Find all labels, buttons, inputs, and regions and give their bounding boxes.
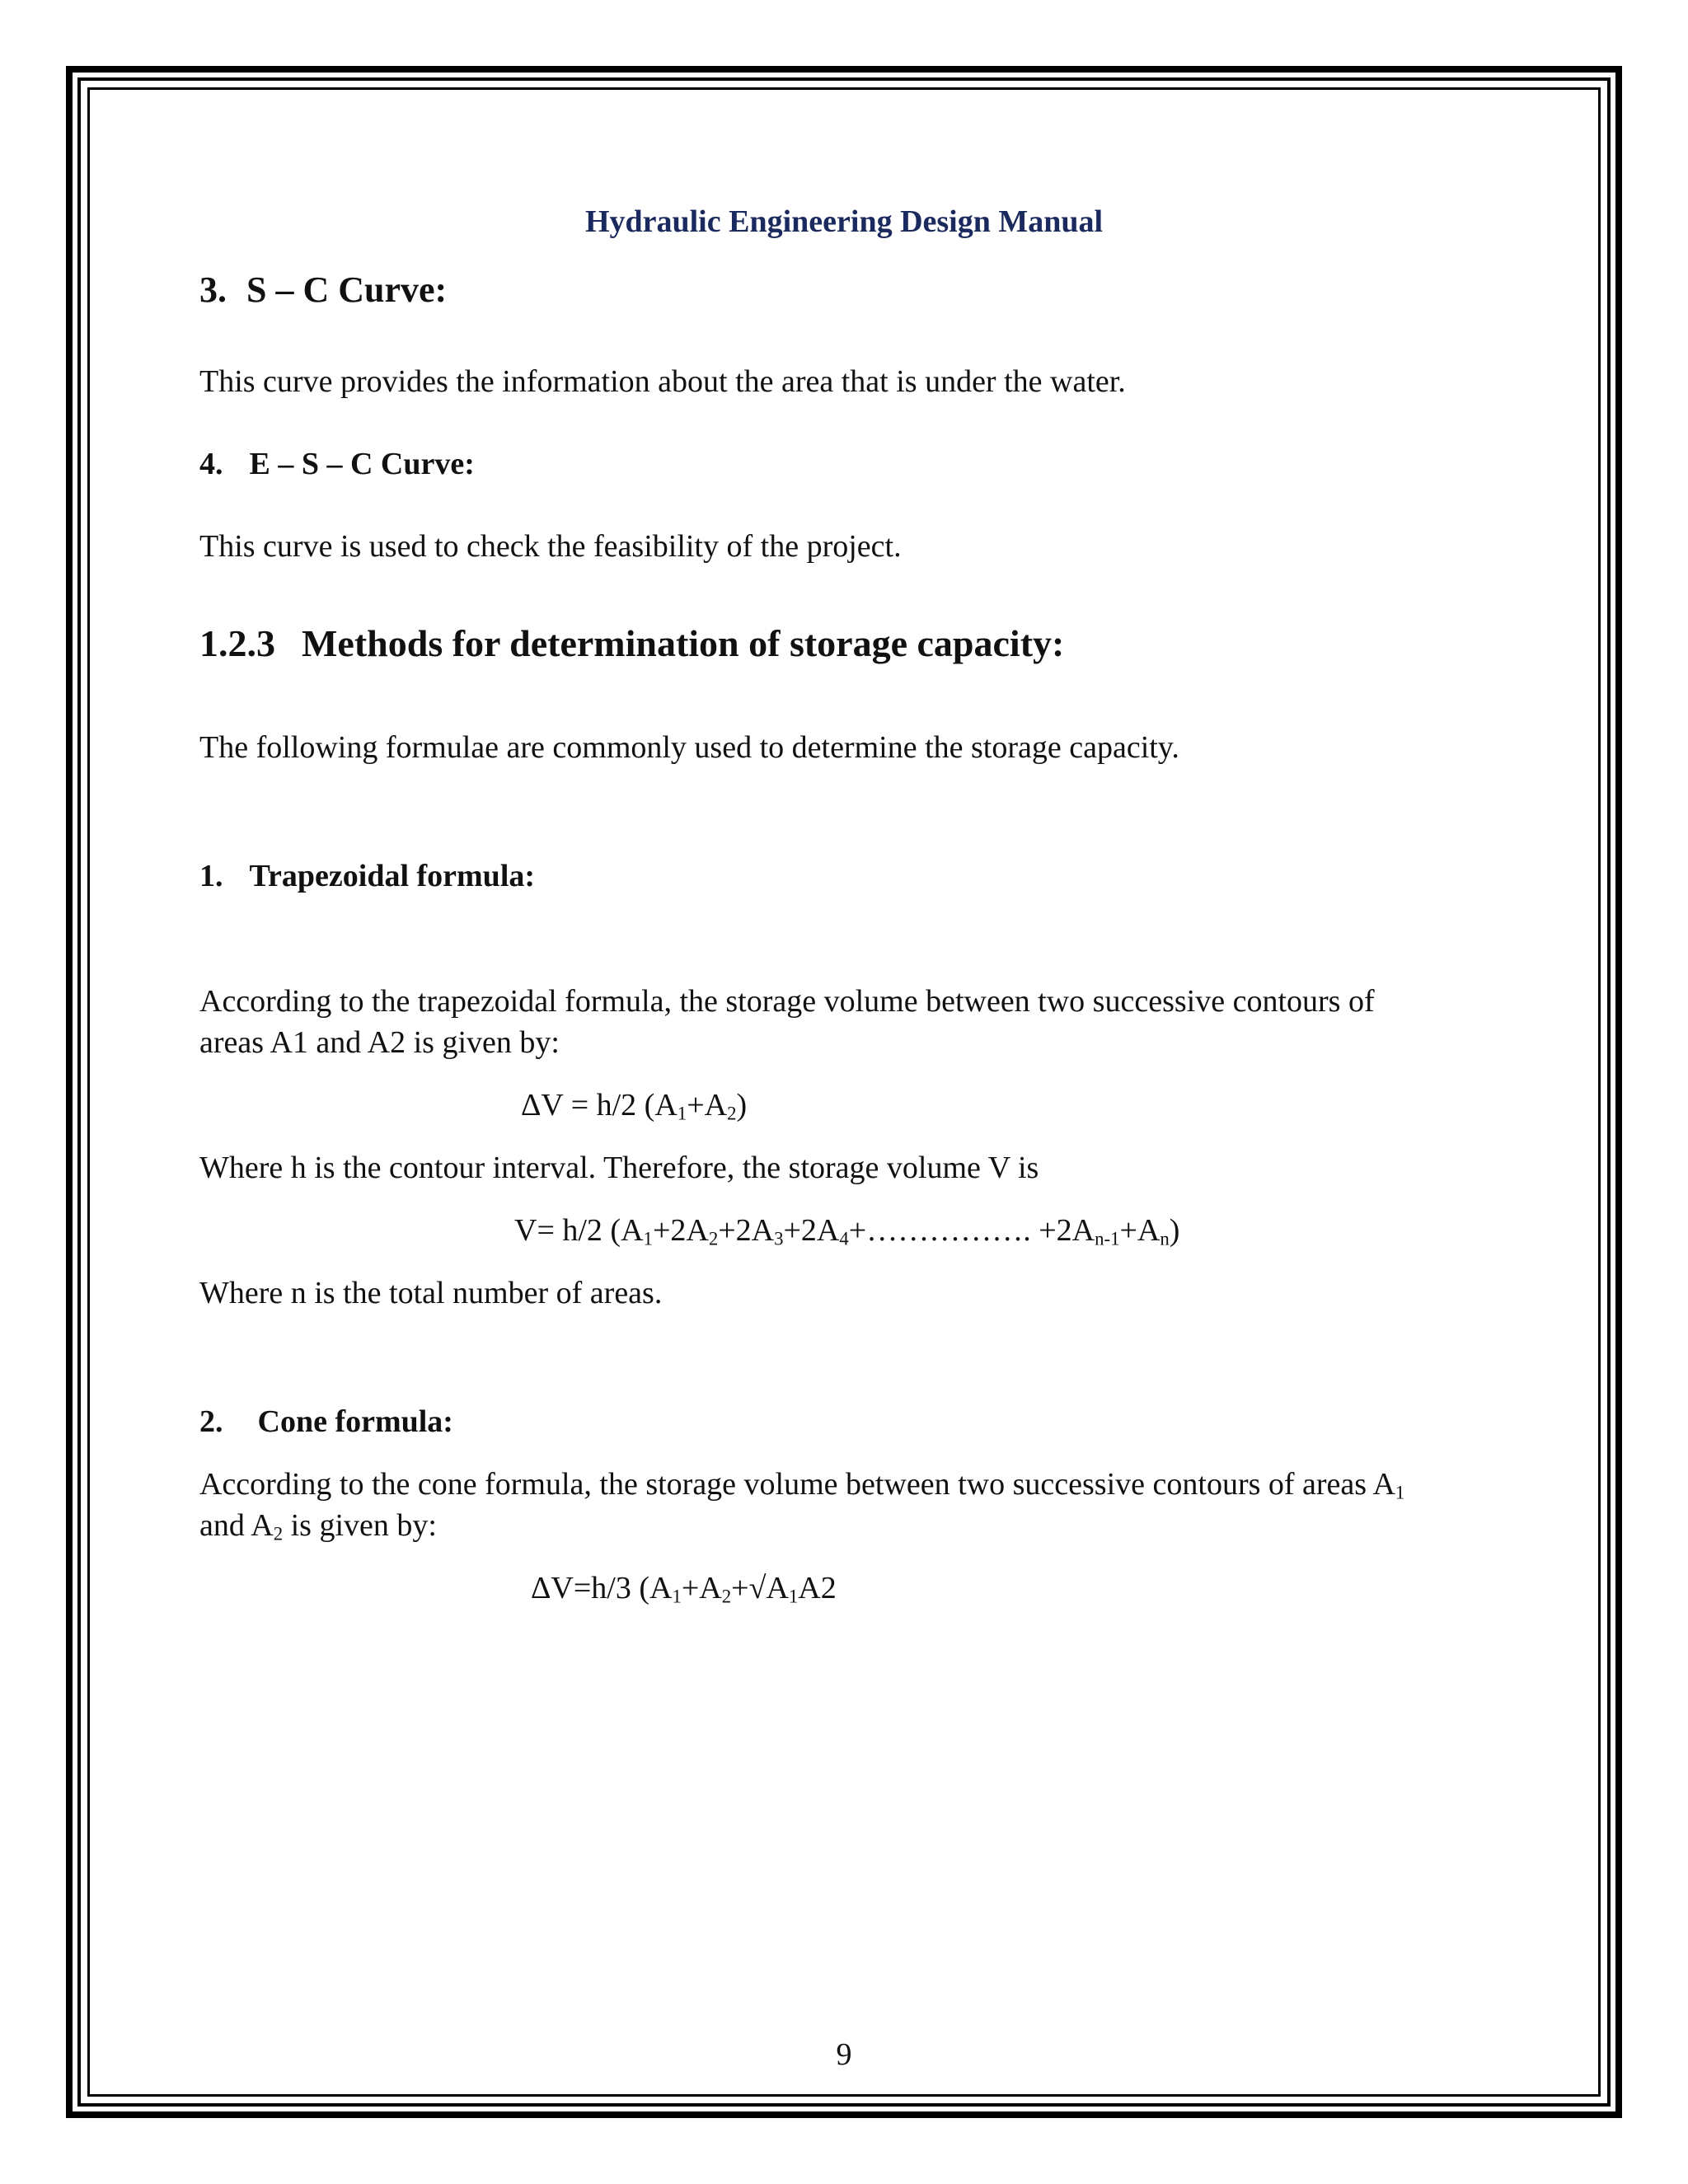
methods-title: Methods for determination of storage capacity: [302,622,1065,664]
page-header-title: Hydraulic Engineering Design Manual [584,204,1104,239]
esc-curve-number: 4. [199,447,223,481]
trapezoidal-text-line2: areas A1 and A2 is given by: [199,1025,560,1060]
sc-curve-description: This curve provides the information about the area that is under the water. [199,364,1126,399]
methods-heading [199,622,1065,664]
formula-text: +A [1119,1213,1160,1248]
cone-text: is given by: [283,1508,437,1543]
formula-text: A2 [798,1571,837,1605]
formula-subscript: 2 [721,1586,732,1607]
cone-text-line2 [199,1508,437,1544]
formula-text: ΔV = h/2 (A [521,1088,678,1122]
methods-intro: The following formulae are commonly used to determine the storage capacity. [199,730,1179,765]
cone-heading [199,1406,453,1437]
trapezoidal-volume-formula [514,1213,1180,1249]
formula-subscript: 3 [774,1228,784,1249]
trapezoidal-where-n: Where n is the total number of areas. [199,1276,663,1310]
cone-subscript: 1 [1395,1482,1405,1503]
formula-subscript: 1 [672,1586,682,1607]
esc-curve-description: This curve is used to check the feasibility of the project. [199,529,902,564]
trapezoidal-where-h: Where h is the contour interval. Therefore, the storage volume V is [199,1151,1039,1185]
sc-curve-heading [199,269,448,310]
page-number: 9 [836,2037,852,2072]
formula-text: +2A [718,1213,775,1248]
cone-number: 2. [199,1404,223,1439]
trapezoidal-text-line1: According to the trapezoidal formula, the storage volume between two successive contours of [199,984,1375,1019]
cone-text: According to the cone formula, the storage volume between two successive contours of areas A [199,1467,1395,1502]
formula-text: V= h/2 (A [514,1213,644,1248]
formula-text: ) [736,1088,748,1122]
methods-number: 1.2.3 [199,622,275,664]
trapezoidal-number: 1. [199,859,223,893]
formula-text: ΔV=h/3 (A [531,1571,673,1605]
formula-text: ) [1169,1213,1180,1248]
formula-text: +……………. +2A [848,1213,1095,1248]
cone-text: and A [199,1508,274,1543]
formula-text: +A [681,1571,722,1605]
formula-text: +A [687,1088,728,1122]
formula-subscript: 1 [677,1103,687,1124]
formula-subscript: 1 [643,1228,653,1249]
cone-subscript: 2 [273,1523,284,1544]
formula-text: +2A [783,1213,840,1248]
trapezoidal-heading [199,860,535,892]
formula-subscript: n [1160,1228,1170,1249]
formula-subscript: n-1 [1095,1228,1120,1249]
esc-curve-heading [199,448,475,480]
cone-title: Cone formula: [257,1404,453,1439]
formula-subscript: 1 [788,1586,799,1607]
formula-text: +√A [731,1571,789,1605]
trapezoidal-title: Trapezoidal formula: [249,859,536,893]
sc-curve-title: S – C Curve: [246,269,448,310]
formula-subscript: 2 [708,1228,719,1249]
formula-text: +2A [652,1213,709,1248]
trapezoidal-delta-formula [521,1088,748,1124]
formula-subscript: 4 [839,1228,849,1249]
sc-curve-number: 3. [199,269,227,310]
esc-curve-title: E – S – C Curve: [249,447,475,481]
cone-text-line1 [199,1467,1405,1503]
cone-delta-formula [531,1571,837,1607]
formula-subscript: 2 [727,1103,737,1124]
